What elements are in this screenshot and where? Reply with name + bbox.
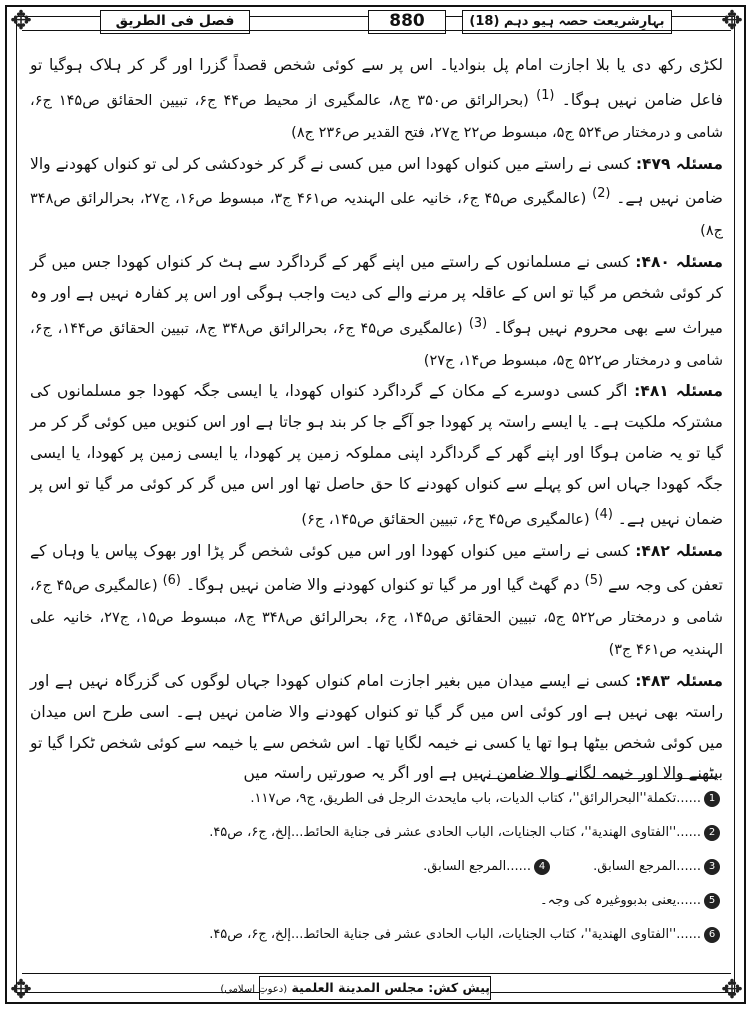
masala-479	[30, 149, 723, 248]
corner-ornament-top-left: ✥	[10, 6, 32, 36]
masala-heading: مسئلہ ۴۷۹:	[635, 154, 723, 173]
footnote-5: 5......یعنی بدبووغیرہ کی وجہ۔	[540, 890, 720, 912]
paragraph-text: لکڑی رکھ دی یا بلا اجازت امام پل بنوادیا۔ اس پر سے کوئی شخص قصداً گزرا اور گر کر ہلاک ہوگیا تو فاعل ضامن نہیں ہوگا۔	[30, 56, 723, 109]
footnote-text: المرجع السابق.	[423, 859, 507, 874]
publisher-subtitle: (دعوتِ اسلامی)	[220, 984, 288, 995]
reference-list: (عالمگیری ص۴۵ ج۶، خانیہ علی الہندیہ ص۴۶۱ ج۳، مبسوط ص۱۶، ج۲۷، بحرالرائق ص۳۴۸ ج۸)	[30, 191, 723, 240]
footnote-number: 6	[704, 927, 720, 943]
masala-483	[30, 666, 723, 789]
footer-label: پیش کش:	[428, 980, 490, 995]
paragraph-text: کسی نے راستے میں کنواں کھودا اس میں کسی نے گر کر خودکشی کر لی تو کنواں کھودنے والا ضامن نہیں ہے۔	[30, 154, 723, 208]
masala-heading: مسئلہ ۴۸۳:	[635, 671, 723, 690]
footnote-separator	[487, 778, 717, 779]
footnotes	[30, 784, 720, 964]
footnote-text: المرجع السابق.	[593, 859, 677, 874]
paragraph-text: کسی نے راستے میں کنواں کھودا اور اس میں کوئی شخص گر پڑا اور بھوک پیاس یا وہاں کے تعفن کی وجہ سے	[30, 541, 723, 595]
footnote-marker: (5)	[584, 573, 603, 589]
footnote-row-3-4	[30, 856, 720, 878]
paragraph-text: کسی نے مسلمانوں کے راستے میں اپنے گھر کے گرداگرد سے ہٹ کر کنواں کھودا جس میں گر کر کوئی شخص مر گیا تو اس کے عاقلہ پر مرنے والے کی دیت واجب ہوگی اور اس پر کفارہ نہیں ہے اور وہ میراث سے بھی محروم نہیں ہوگا۔	[30, 253, 723, 337]
masala-480	[30, 247, 723, 376]
footnote-marker: (4)	[594, 506, 613, 522]
masala-heading: مسئلہ ۴۸۰:	[635, 253, 723, 272]
reference-list: (عالمگیری ص۴۵ ج۶، بحرالرائق ص۳۴۸ ج۸، تبیین الحقائق ص۱۴۴، ج۶، شامی و درمختار ص۵۲۲ ج۵، مبسوط ص۱۴، ج۲۷)	[30, 320, 723, 369]
corner-ornament-top-right: ✥	[721, 6, 743, 36]
footnote-number: 5	[704, 893, 720, 909]
section-title: فصل فی الطریق	[100, 10, 250, 34]
paragraph-intro	[30, 50, 723, 149]
page-header	[30, 8, 723, 36]
masala-481	[30, 376, 723, 535]
book-title: بہارِشریعت حصہ ہیو دہم (18)	[462, 10, 672, 34]
footnote-number: 2	[704, 825, 720, 841]
footnote-1: 1......تکملة''البحرالرائق''، کتاب الدیات، باب مایحدث الرجل فی الطریق، ج۹، ص۱۱۷.	[250, 788, 720, 810]
corner-ornament-bottom-left: ✥	[10, 975, 32, 1005]
footnote-text: تکملة''البحرالرائق''، کتاب الدیات، باب مایحدث الرجل فی الطریق، ج۹، ص۱۱۷.	[250, 791, 677, 806]
footnote-2: 2......''الفتاوی الھندیة''، کتاب الجنایات، الباب الحادی عشر فی جنایة الحائط...إلخ، ج۶، ص۴۵.	[209, 822, 720, 844]
paragraph-text: اگر کسی دوسرے کے مکان کے گرداگرد کنواں کھودا، یا ایسی جگہ کھودا جو مسلمانوں کی مشترکہ ملکیت ہے۔ یا ایسے راستہ پر کھودا جو آگے جا کر بند ہو جاتا ہے اور اس کنویں میں کوئی گر کر مر گیا تو یہ ضامن ہوگا اور اپنے گھر کے گرداگرد اپنی مملوکہ زمین پر کھودا، یا ایسی زمین پر کھودا، یا ایسی جگہ کھودا جہاں اس کو پہلے سے کنواں کھودنے کا حق حاصل تھا اور اس میں گر کر کوئی مر گیا تو اس پر ضمان نہیں ہے۔	[30, 382, 723, 528]
footnote-text: ''الفتاوی الھندیة''، کتاب الجنایات، الباب الحادی عشر فی جنایة الحائط...إلخ، ج۶، ص۴۵.	[209, 927, 677, 942]
footnote-4: 4......المرجع السابق.	[423, 856, 550, 878]
reference-list: (بحرالرائق ص۳۵۰ ج۸، عالمگیری از محیط ص۴۴ ج۶، تبیین الحقائق ص۱۴۵ ج۶، شامی و درمختار ص۵۲۴ ج۵، مبسوط ص۲۲ ج۲۷، فتح القدیر ص۲۳۶ ج۸)	[30, 92, 723, 141]
reference-list: (عالمگیری ص۴۵ ج۶، تبیین الحقائق ص۱۴۵، ج۶)	[301, 511, 590, 528]
footnote-marker: (6)	[162, 573, 181, 589]
footnote-text: ''الفتاوی الھندیة''، کتاب الجنایات، الباب الحادی عشر فی جنایة الحائط...إلخ، ج۶، ص۴۵.	[209, 825, 677, 840]
header-divider	[22, 30, 731, 31]
footnote-marker: (1)	[536, 87, 555, 103]
publisher-footer	[220, 976, 491, 1000]
footnote-6: 6......''الفتاوی الھندیة''، کتاب الجنایات، الباب الحادی عشر فی جنایة الحائط...إلخ، ج۶، ص۴۵.	[209, 924, 720, 946]
masala-heading: مسئلہ ۴۸۲:	[635, 541, 723, 560]
page-number: 880	[368, 10, 446, 34]
publisher-name: مجلس المدینة العلمیة	[291, 980, 424, 995]
paragraph-text-continued: دم گھٹ گیا اور مر گیا تو کنواں کھودنے والا ضامن نہیں ہوگا۔	[185, 576, 580, 595]
footnote-marker: (3)	[468, 315, 488, 331]
footnote-number: 3	[704, 859, 720, 875]
masala-heading: مسئلہ ۴۸۱:	[634, 382, 723, 401]
footer-divider	[22, 973, 731, 974]
corner-ornament-bottom-right: ✥	[721, 975, 743, 1005]
main-text	[30, 50, 723, 783]
footnote-marker: (2)	[592, 186, 611, 202]
reference-list: (عالمگیری ص۴۵ ج۶، شامی و درمختار ص۵۲۲ ج۵، تبیین الحقائق ص۱۴۵، ج۶، بحرالرائق ص۳۴۸ ج۸، مبسوط ص۱۵، ج۲۷، خانیہ علی الہندیہ ص۴۶۱ ج۳)	[30, 578, 723, 659]
footnote-number: 1	[704, 791, 720, 807]
footnote-text: یعنی بدبووغیرہ کی وجہ۔	[540, 893, 677, 908]
paragraph-text: کسی نے ایسے میدان میں بغیر اجازت امام کنواں کھودا جہاں لوگوں کی گزرگاہ نہیں ہے اور راستہ بھی نہیں ہے اور کوئی اس میں گر گیا تو کنواں کھودنے والا ضامن نہیں ہے۔ اسی طرح اس میدان میں کوئی شخص بیٹھا ہوا تھا یا کسی نے خیمہ لگایا تھا۔ اس شخص سے یا خیمہ سے کوئی شخص ٹکرا گیا تو بیٹھنے والا اور خیمہ لگانے والا ضامن نہیں ہے اور اگر یہ صورتیں راستہ میں	[30, 671, 723, 783]
masala-482	[30, 536, 723, 666]
footnote-3: 3......المرجع السابق.	[593, 856, 720, 878]
footnote-number: 4	[534, 859, 550, 875]
